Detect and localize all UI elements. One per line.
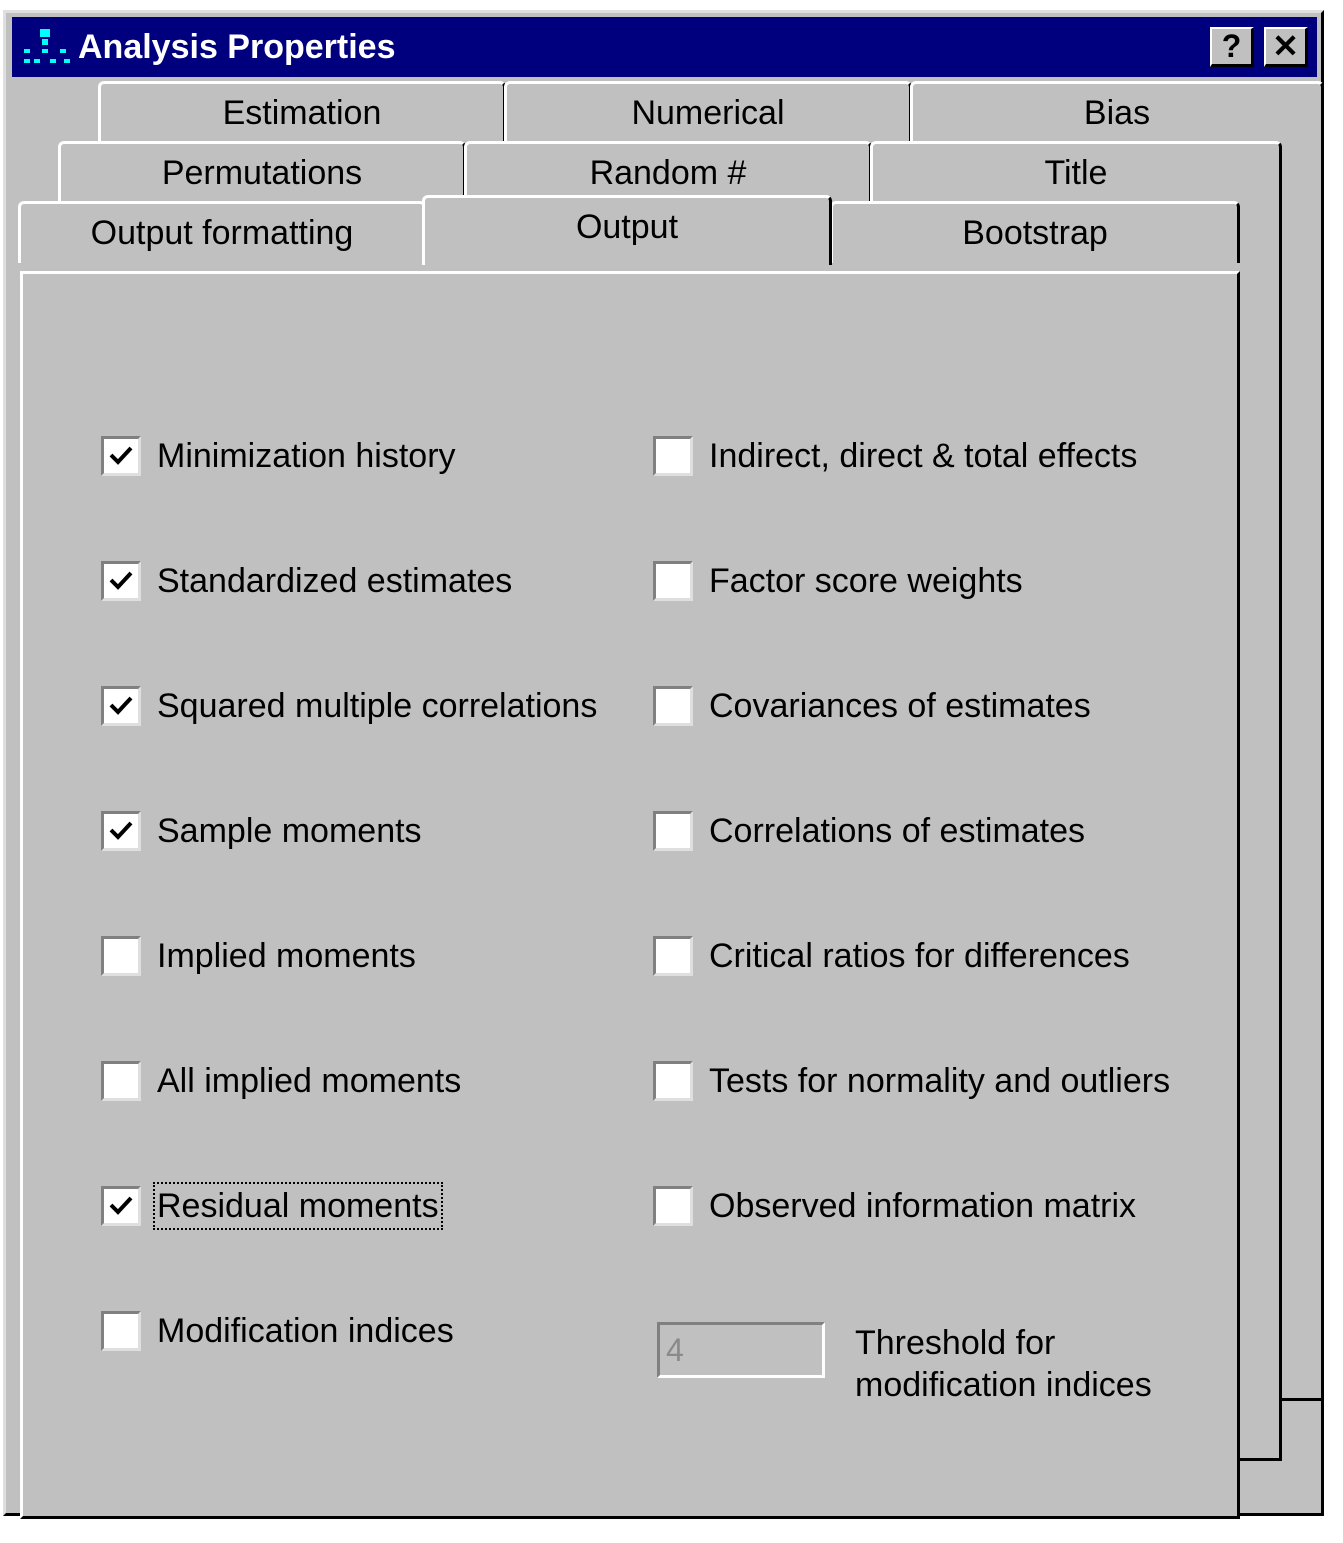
checkbox-box[interactable]: [101, 811, 141, 851]
app-icon: [20, 29, 72, 73]
checkbox-residual-moments[interactable]: [101, 1184, 439, 1228]
tab-output-formatting[interactable]: Output formatting: [18, 201, 426, 263]
checkmark-icon: [108, 443, 134, 469]
checkbox-covariances-of-estimates[interactable]: [653, 684, 1091, 728]
checkbox-box[interactable]: [101, 686, 141, 726]
checkbox-label[interactable]: Implied moments: [157, 937, 416, 975]
checkbox-correlations-of-estimates[interactable]: [653, 809, 1085, 853]
checkbox-box[interactable]: [101, 561, 141, 601]
checkbox-box[interactable]: [101, 1311, 141, 1351]
checkbox-label[interactable]: Correlations of estimates: [709, 812, 1086, 850]
checkbox-box[interactable]: [101, 436, 141, 476]
checkbox-label[interactable]: Modification indices: [157, 1312, 454, 1350]
checkbox-label[interactable]: Tests for normality and outliers: [709, 1062, 1171, 1100]
back-tab-page: [1276, 95, 1324, 1401]
back-tab-page: [1236, 155, 1282, 1461]
checkbox-box[interactable]: [653, 811, 693, 851]
checkbox-sample-moments[interactable]: [101, 809, 422, 853]
checkbox-minimization-history[interactable]: [101, 434, 456, 478]
checkbox-label[interactable]: All implied moments: [157, 1062, 462, 1100]
checkbox-label[interactable]: Squared multiple correlations: [157, 687, 598, 725]
checkbox-box[interactable]: [653, 436, 693, 476]
checkbox-box[interactable]: [101, 1061, 141, 1101]
checkbox-implied-moments[interactable]: [101, 934, 416, 978]
help-button[interactable]: ?: [1210, 27, 1254, 67]
tab-permutations[interactable]: Permutations: [58, 141, 466, 203]
checkmark-icon: [108, 818, 134, 844]
checkbox-box[interactable]: [101, 1186, 141, 1226]
checkbox-label[interactable]: Covariances of estimates: [709, 687, 1091, 725]
tab-output[interactable]: Output: [422, 195, 832, 265]
tab-estimation[interactable]: Estimation: [98, 81, 506, 143]
checkbox-label[interactable]: Sample moments: [157, 812, 422, 850]
checkbox-label[interactable]: Observed information matrix: [709, 1187, 1137, 1225]
threshold-input[interactable]: 4: [657, 1322, 825, 1378]
checkbox-label[interactable]: Factor score weights: [709, 562, 1023, 600]
tab-numerical[interactable]: Numerical: [504, 81, 912, 143]
checkmark-icon: [108, 693, 134, 719]
checkbox-all-implied-moments[interactable]: [101, 1059, 461, 1103]
tab-bias[interactable]: Bias: [910, 81, 1324, 143]
checkbox-box[interactable]: [653, 936, 693, 976]
checkbox-box[interactable]: [653, 1061, 693, 1101]
checkbox-tests-for-normality-and-outliers[interactable]: [653, 1059, 1170, 1103]
tab-random[interactable]: Random #: [464, 141, 872, 203]
checkmark-icon: [108, 1193, 134, 1219]
checkbox-factor-score-weights[interactable]: [653, 559, 1023, 603]
title-bar[interactable]: [12, 17, 1317, 77]
checkbox-box[interactable]: [101, 936, 141, 976]
tab-title[interactable]: Title: [870, 141, 1282, 203]
checkbox-box[interactable]: [653, 686, 693, 726]
checkbox-label[interactable]: Minimization history: [157, 437, 456, 475]
checkbox-critical-ratios-for-differences[interactable]: [653, 934, 1130, 978]
threshold-label: Threshold for modification indices: [855, 1324, 1152, 1404]
window-title: Analysis Properties: [78, 28, 396, 66]
checkbox-indirect-direct-total-effects[interactable]: [653, 434, 1137, 478]
analysis-properties-dialog: [3, 10, 1324, 1516]
checkbox-standardized-estimates[interactable]: [101, 559, 512, 603]
close-button[interactable]: ✕: [1264, 27, 1308, 67]
checkbox-observed-information-matrix[interactable]: [653, 1184, 1136, 1228]
checkmark-icon: [108, 568, 134, 594]
checkbox-label[interactable]: Critical ratios for differences: [709, 937, 1130, 975]
checkbox-label[interactable]: Standardized estimates: [157, 562, 513, 600]
tab-bootstrap[interactable]: Bootstrap: [830, 201, 1240, 263]
checkbox-box[interactable]: [653, 1186, 693, 1226]
checkbox-squared-multiple-correlations[interactable]: [101, 684, 597, 728]
output-tab-page: [20, 271, 1240, 1519]
checkbox-modification-indices[interactable]: [101, 1309, 454, 1353]
checkbox-label[interactable]: Residual moments: [157, 1187, 439, 1225]
checkbox-box[interactable]: [653, 561, 693, 601]
checkbox-label[interactable]: Indirect, direct & total effects: [709, 437, 1138, 475]
